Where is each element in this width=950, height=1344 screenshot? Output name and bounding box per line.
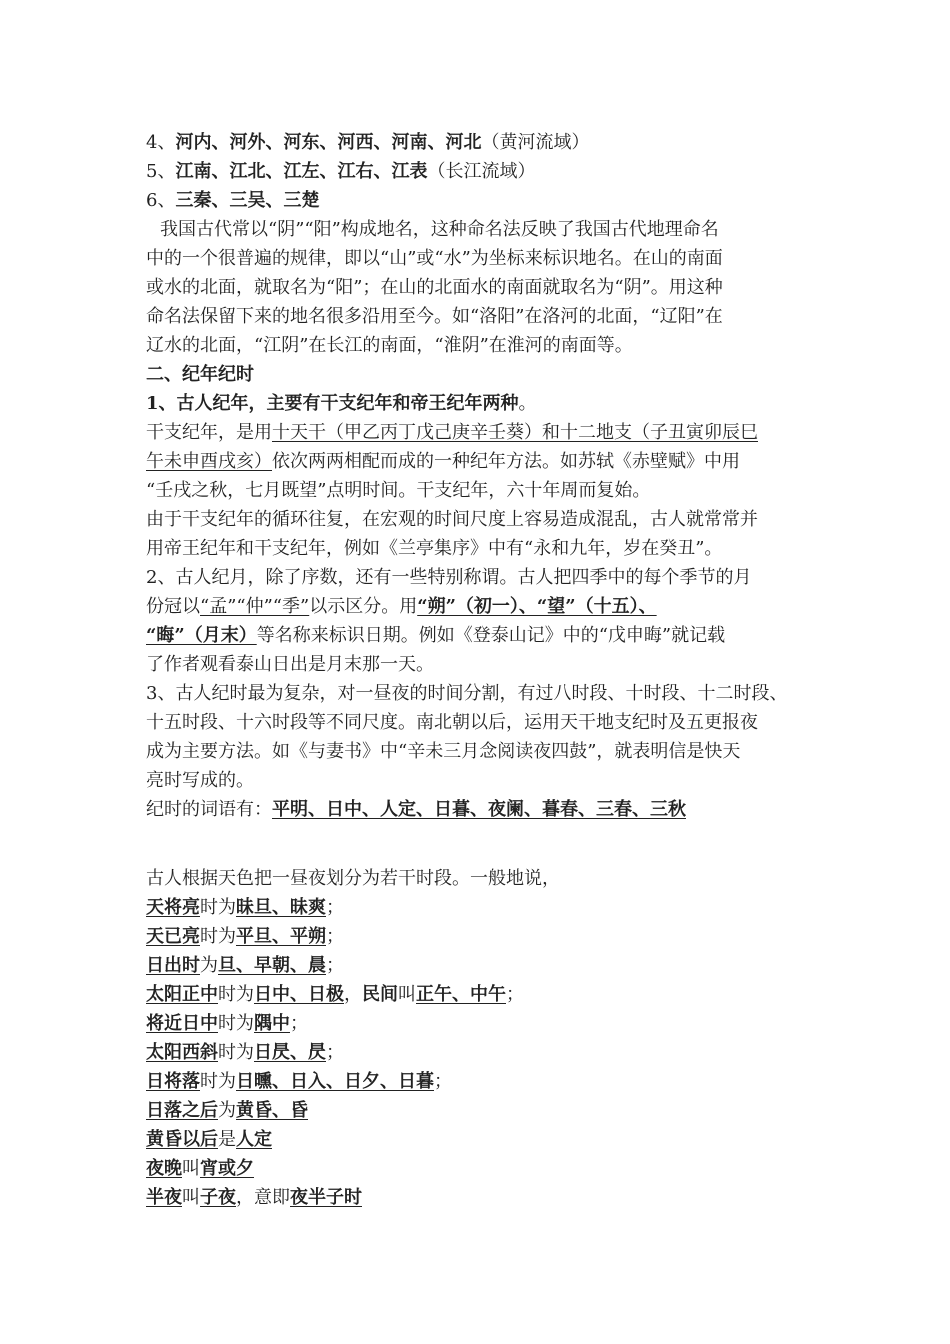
plain-text: ； [434, 1071, 452, 1092]
period-row [146, 980, 826, 1009]
period-term: 黄昏以后 [146, 1129, 218, 1150]
bold-underlined-text: “晦”（月末） [146, 625, 257, 646]
paragraph-line: 2、古人纪月，除了序数，还有一些特别称谓。古人把四季中的每个季节的月 [146, 567, 752, 588]
period-row [146, 1125, 826, 1154]
period-term: 太阳西斜 [146, 1042, 218, 1063]
paragraph-line: 十五时段、十六时段等不同尺度。南北朝以后，运用天干地支纪时及五更报夜 [146, 712, 758, 733]
paragraph-line [146, 592, 826, 621]
plain-text: 时为 [200, 897, 236, 918]
bold-text: 1、古人纪年，主要有干支纪年和帝王纪年两种 [146, 393, 519, 414]
period-row [146, 1009, 826, 1038]
plain-text: ， [344, 984, 362, 1005]
terms-line [146, 795, 826, 824]
document-page [146, 128, 826, 1212]
plain-text: ； [326, 926, 344, 947]
plain-text: 叫 [182, 1187, 200, 1208]
period-term: 半夜 [146, 1187, 182, 1208]
item-number: 6、 [146, 190, 176, 211]
periods-intro: 古人根据天色把一昼夜划分为若干时段。一般地说， [146, 868, 560, 889]
underlined-text: “孟”“仲”“季” [200, 596, 310, 617]
underlined-text: 午未申酉戌亥） [146, 451, 272, 472]
paragraph-line [146, 447, 826, 476]
item-number: 4、 [146, 132, 176, 153]
period-term: 夜晚 [146, 1158, 182, 1179]
period-row [146, 893, 826, 922]
period-row [146, 1096, 826, 1125]
bold-underlined-text: “朔”（初一）、“望”（十五）、 [417, 596, 657, 617]
period-row [146, 922, 826, 951]
period-term: 天将亮 [146, 897, 200, 918]
period-name: 人定 [236, 1129, 272, 1150]
period-term: 将近日中 [146, 1013, 218, 1034]
paragraph-line: 成为主要方法。如《与妻书》中“辛未三月念阅读夜四鼓”，就表明信是快天 [146, 741, 741, 762]
bold-text: 河内、河外、河东、河西、河南、河北 [175, 132, 482, 153]
paragraph-line: 辽水的北面，“江阴”在长江的南面，“淮阴”在淮河的南面等。 [146, 335, 633, 356]
line-4 [146, 128, 826, 157]
period-row [146, 1154, 826, 1183]
plain-text: 干支纪年，是用 [146, 422, 272, 443]
paragraph-line: 命名法保留下来的地名很多沿用至今。如“洛阳”在洛河的北面，“辽阳”在 [146, 306, 723, 327]
paragraph-line: 中的一个很普遍的规律，即以“山”或“水”为坐标来标识地名。在山的南面 [146, 248, 723, 269]
period-term: 日将落 [146, 1071, 200, 1092]
period-name: 日曛、日入、日夕、日暮 [236, 1071, 434, 1092]
terms-label: 纪时的词语有： [146, 799, 272, 820]
period-name: 隅中 [254, 1013, 290, 1034]
period-name: 夜半子时 [290, 1187, 362, 1208]
paragraph-line: 我国古代常以“阴”“阳”构成地名，这种命名法反映了我国古代地理命名 [160, 219, 719, 240]
plain-text: 以示区分。用 [309, 596, 418, 617]
item-number: 5、 [146, 161, 176, 182]
period-name: 正午、中午 [416, 984, 506, 1005]
period-name: 旦、早朝、晨 [218, 955, 326, 976]
period-row [146, 1067, 826, 1096]
period-name: 日中、日极 [254, 984, 344, 1005]
plain-text: 时为 [218, 984, 254, 1005]
plain-text: 时为 [218, 1042, 254, 1063]
paragraph-line: 3、古人纪时最为复杂，对一昼夜的时间分割，有过八时段、十时段、十二时段、 [146, 683, 788, 704]
plain-text: 等名称来标识日期。例如《登泰山记》中的“戊申晦”就记载 [256, 625, 726, 646]
plain-text: ； [326, 897, 344, 918]
plain-text: 依次两两相配而成的一种纪年方法。如苏轼《赤壁赋》中用 [272, 451, 740, 472]
note-text: （长江流域） [427, 161, 536, 182]
underlined-text: 十天干（甲乙丙丁戊己庚辛壬葵）和十二地支（子丑寅卯辰巳 [272, 422, 758, 443]
note-text: （黄河流域） [481, 132, 590, 153]
period-name: 日昃、昃 [254, 1042, 326, 1063]
plain-text: ； [326, 1042, 344, 1063]
period-row [146, 1183, 826, 1212]
line-5 [146, 157, 826, 186]
plain-text: 。 [518, 393, 537, 414]
plain-text: 为 [200, 955, 218, 976]
paragraph-line: 或水的北面，就取名为“阳”；在山的北面水的南面就取名为“阴”。用这种 [146, 277, 723, 298]
period-name: 黄昏、昏 [236, 1100, 308, 1121]
period-term: 日出时 [146, 955, 200, 976]
plain-text: 时为 [200, 1071, 236, 1092]
plain-text: 时为 [218, 1013, 254, 1034]
spacer [146, 824, 826, 864]
plain-text: ； [506, 984, 524, 1005]
period-name: 平旦、平朔 [236, 926, 326, 947]
paragraph-line: “壬戌之秋，七月既望”点明时间。干支纪年，六十年周而复始。 [146, 480, 651, 501]
plain-text: 叫 [182, 1158, 200, 1179]
subheading-year [146, 389, 826, 418]
plain-text: 叫 [398, 984, 416, 1005]
period-row [146, 1038, 826, 1067]
period-name: 昧旦、昧爽 [236, 897, 326, 918]
plain-text: 为 [218, 1100, 236, 1121]
paragraph-line: 亮时写成的。 [146, 770, 254, 791]
period-name: 子夜 [200, 1187, 236, 1208]
period-term: 天已亮 [146, 926, 200, 947]
paragraph-line [146, 418, 826, 447]
bold-text: 江南、江北、江左、江右、江表 [175, 161, 428, 182]
plain-text: 是 [218, 1129, 236, 1150]
bold-text: 民间 [362, 984, 398, 1005]
plain-text: ； [290, 1013, 308, 1034]
plain-text: 时为 [200, 926, 236, 947]
paragraph-line: 由于干支纪年的循环往复，在宏观的时间尺度上容易造成混乱，古人就常常并 [146, 509, 758, 530]
paragraph-line [146, 621, 826, 650]
period-name: 宵或夕 [200, 1158, 254, 1179]
bold-text: 三秦、三吴、三楚 [175, 190, 320, 211]
plain-text: ，意即 [236, 1187, 290, 1208]
period-term: 太阳正中 [146, 984, 218, 1005]
plain-text: ； [326, 955, 344, 976]
line-6 [146, 186, 826, 215]
paragraph-line: 用帝王纪年和干支纪年，例如《兰亭集序》中有“永和九年，岁在癸丑”。 [146, 538, 723, 559]
paragraph-line: 了作者观看泰山日出是月末那一天。 [146, 654, 434, 675]
terms-list: 平明、日中、人定、日暮、夜阑、暮春、三春、三秋 [272, 799, 686, 820]
period-row [146, 951, 826, 980]
period-term: 日落之后 [146, 1100, 218, 1121]
plain-text: 份冠以 [146, 596, 200, 617]
section-heading: 二、纪年纪时 [146, 364, 254, 385]
